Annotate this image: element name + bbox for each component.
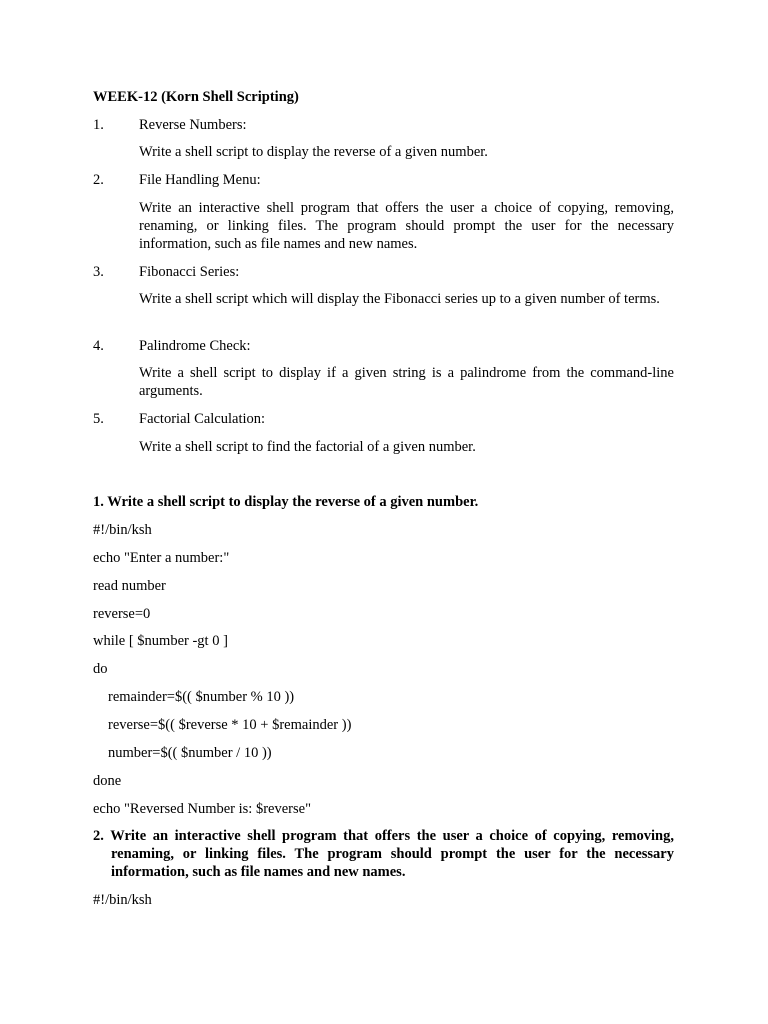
task-number: 1. [93,117,104,133]
code-line: reverse=0 [93,606,151,622]
task-number: 4. [93,338,104,354]
task-number: 3. [93,264,104,280]
task-description: Write a shell script to display the reverse of a given number. [139,144,488,160]
solution-question: 2. Write an interactive shell program that offers the user a choice of copying, removing, renaming, or linking files. The program should prompt the user for the necessary information, such as file names and new names. [93,828,674,880]
task-title: Factorial Calculation: [139,411,266,427]
task-description: Write a shell script to display if a given string is a palindrome from the command-line arguments. [139,365,674,399]
code-line: done [93,773,122,789]
code-line: #!/bin/ksh [93,522,152,538]
code-line: reverse=$(( $reverse * 10 + $remainder )) [108,717,352,733]
task-title: File Handling Menu: [139,172,261,188]
code-line: echo "Reversed Number is: $reverse" [93,801,311,817]
code-line: do [93,661,108,677]
code-line: echo "Enter a number:" [93,550,230,566]
code-line: while [ $number -gt 0 ] [93,633,228,649]
task-title: Palindrome Check: [139,338,251,354]
page-heading: WEEK-12 (Korn Shell Scripting) [93,89,299,105]
task-description: Write an interactive shell program that offers the user a choice of copying, removing, renaming, or linking files. The program should prompt the user for the necessary information, such as file names and new names. [139,200,674,252]
code-line: remainder=$(( $number % 10 )) [108,689,295,705]
task-description: Write a shell script which will display the Fibonacci series up to a given number of terms. [139,291,660,307]
task-description: Write a shell script to find the factorial of a given number. [139,439,476,455]
task-title: Fibonacci Series: [139,264,240,280]
task-title: Reverse Numbers: [139,117,247,133]
code-line: read number [93,578,166,594]
code-line: #!/bin/ksh [93,892,152,908]
task-number: 2. [93,172,104,188]
solution-question: 1. Write a shell script to display the reverse of a given number. [93,494,479,510]
task-number: 5. [93,411,104,427]
code-line: number=$(( $number / 10 )) [108,745,272,761]
